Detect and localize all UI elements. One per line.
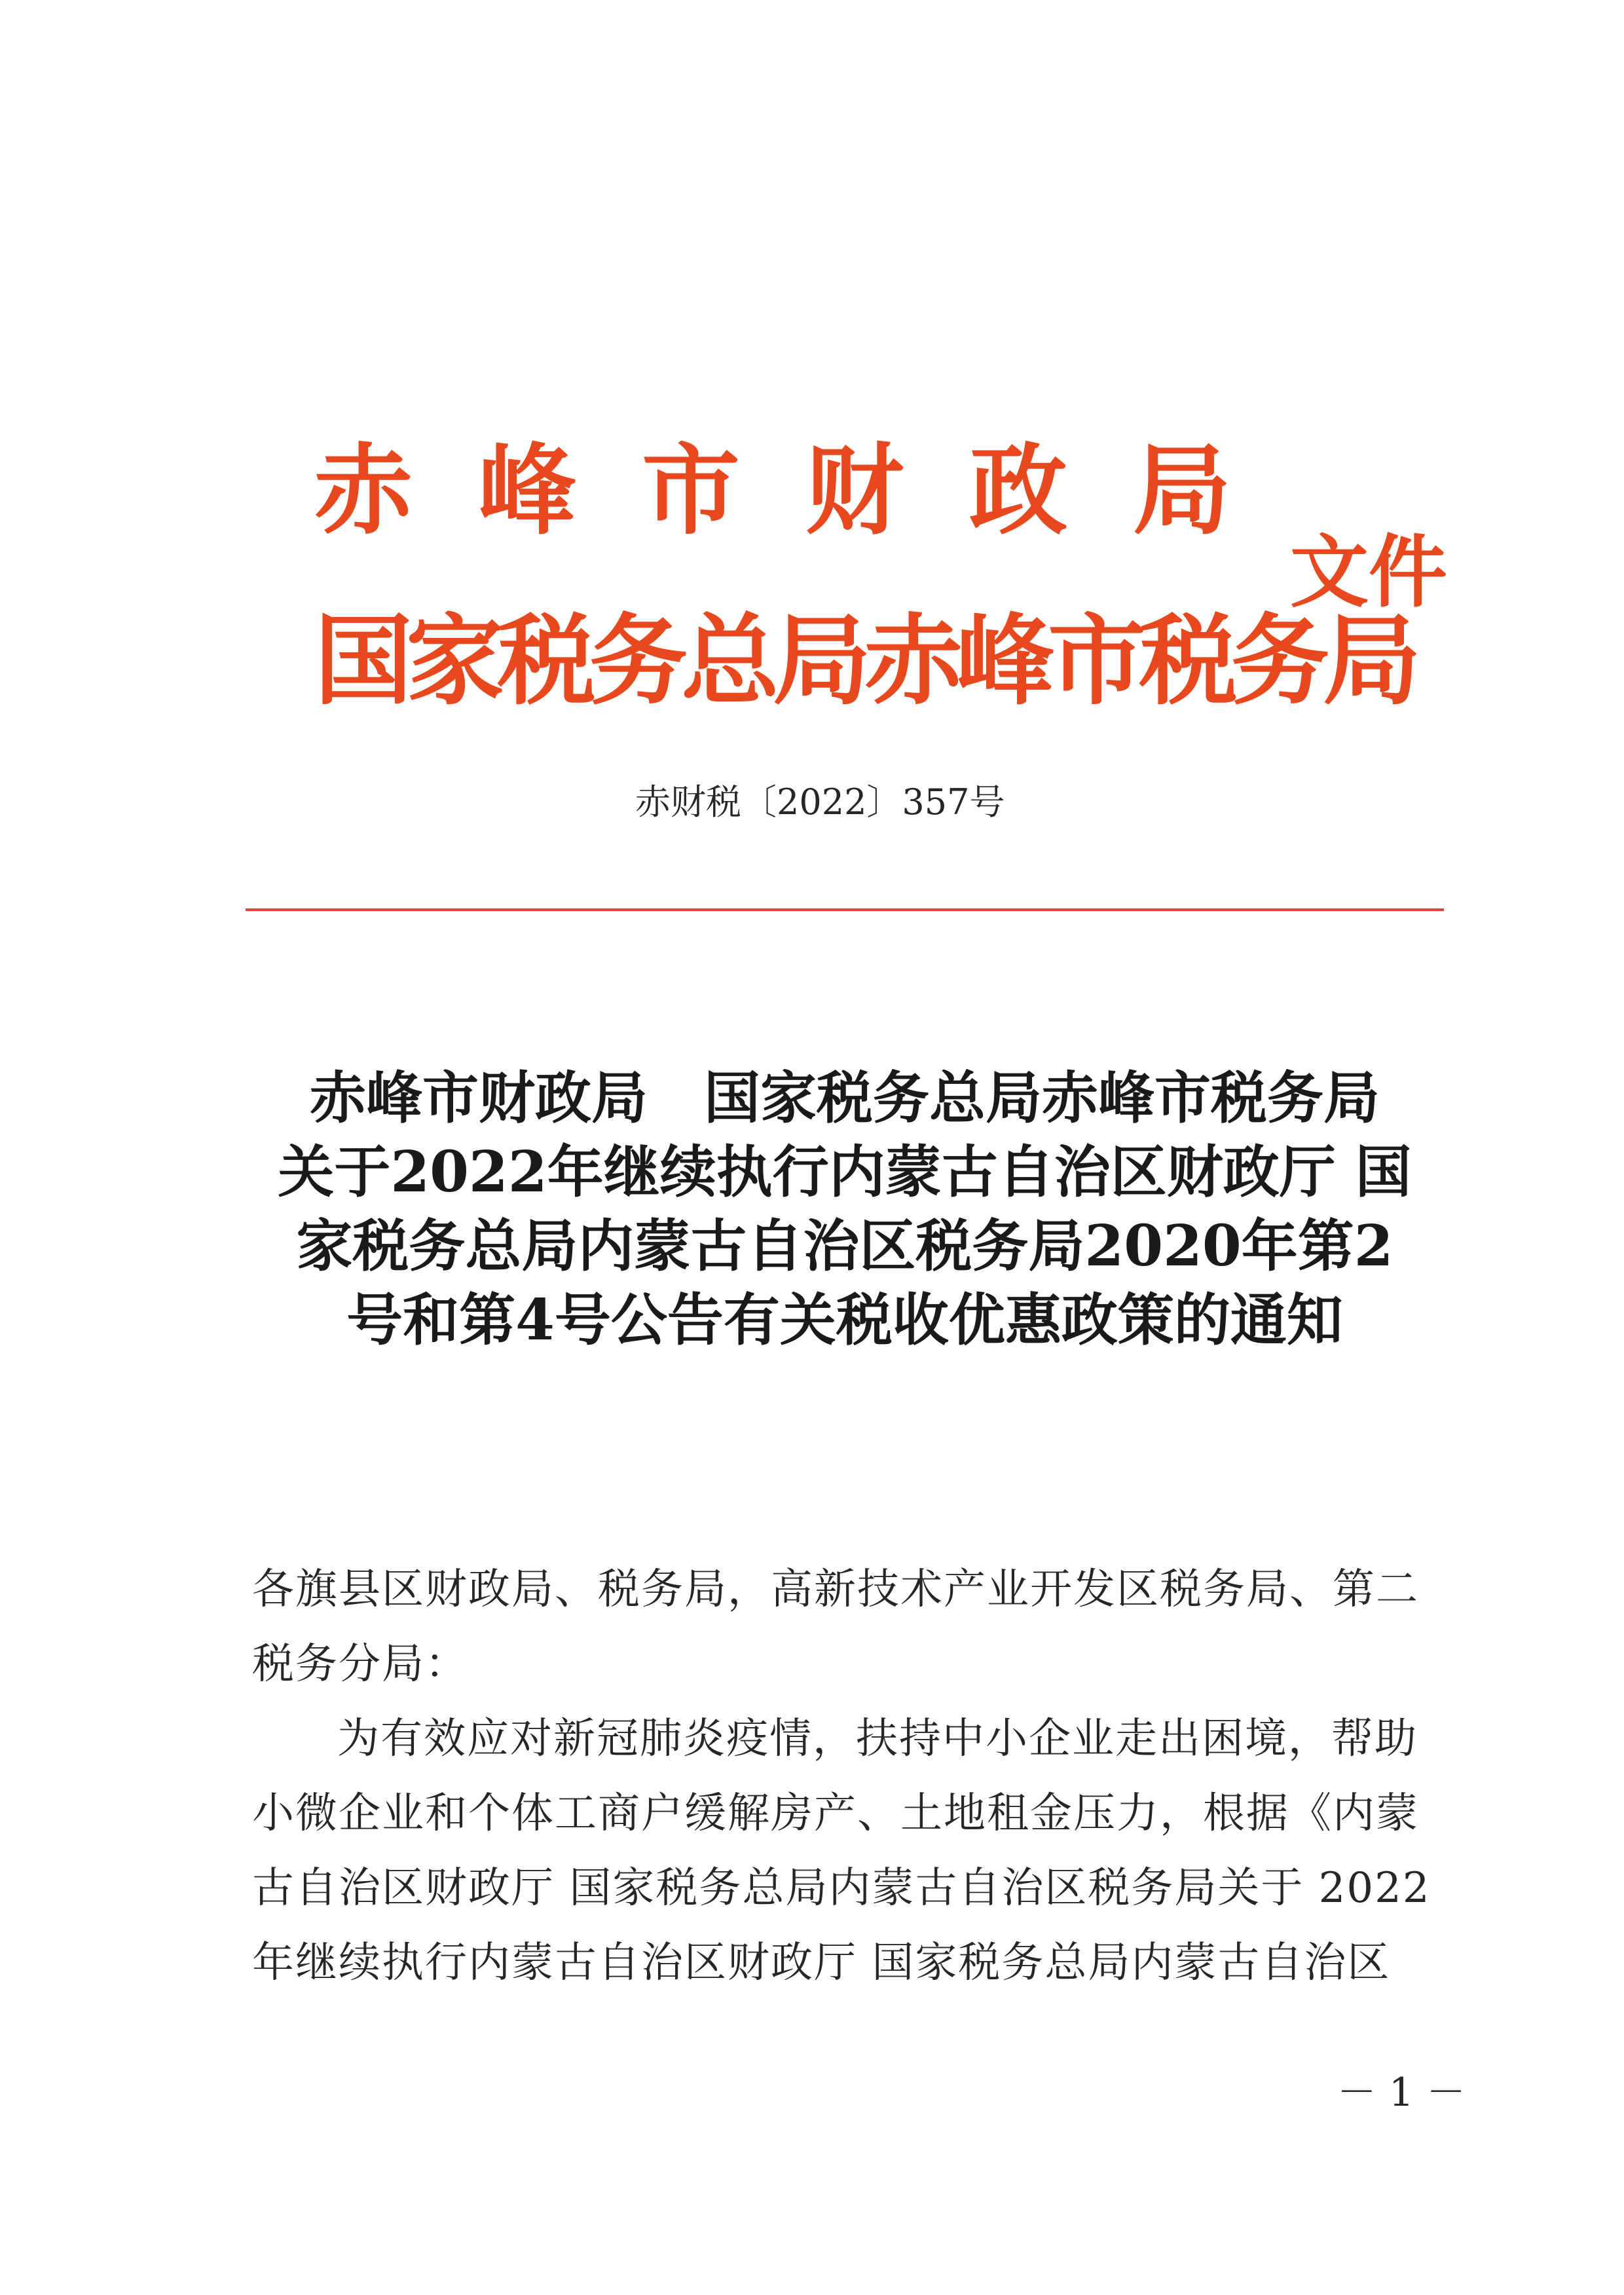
paragraph-line: 小微企业和个体工商户缓解房产、土地租金压力，根据《内蒙 [252,1789,1419,1838]
issuer-name-finance-bureau [314,432,1231,550]
issuer-char: 财 [805,434,904,548]
title-line: 号和第4号公告有关税收优惠政策的通知 [346,1287,1343,1353]
page-number: － 1 － [1337,2070,1466,2116]
title-line: 赤峰市财政局 国家税务总局赤峰市税务局 [310,1065,1380,1131]
issuer-char: 局 [1132,434,1231,548]
paragraph-line: 古自治区财政厅 国家税务总局内蒙古自治区税务局关于 2022 [252,1864,1431,1912]
document-body [252,1552,1457,2000]
paragraph-line: 为有效应对新冠肺炎疫情，扶持中小企业走出困境，帮助 [337,1715,1418,1763]
title-line: 关于2022年继续执行内蒙古自治区财政厅 国 [278,1139,1412,1205]
salutation-line: 税务分局： [252,1640,468,1689]
issuer-char: 峰 [477,434,576,548]
issuer-char: 政 [969,434,1067,548]
document-title [249,1061,1441,1357]
document-number: 赤财税〔2022〕357号 [635,781,1005,823]
issuer-char: 市 [641,434,740,548]
salutation-line: 各旗县区财政局、税务局，高新技术产业开发区税务局、第二 [252,1565,1419,1614]
paragraph-line: 年继续执行内蒙古自治区财政厅 国家税务总局内蒙古自治区 [252,1939,1391,1987]
header-divider [246,908,1444,911]
issuer-char: 赤 [314,434,413,548]
issuer-name-tax-bureau: 国家税务总局赤峰市税务局 [314,605,1415,718]
document-type-label: 文件 [1290,527,1447,618]
title-line: 家税务总局内蒙古自治区税务局2020年第2 [296,1213,1393,1279]
